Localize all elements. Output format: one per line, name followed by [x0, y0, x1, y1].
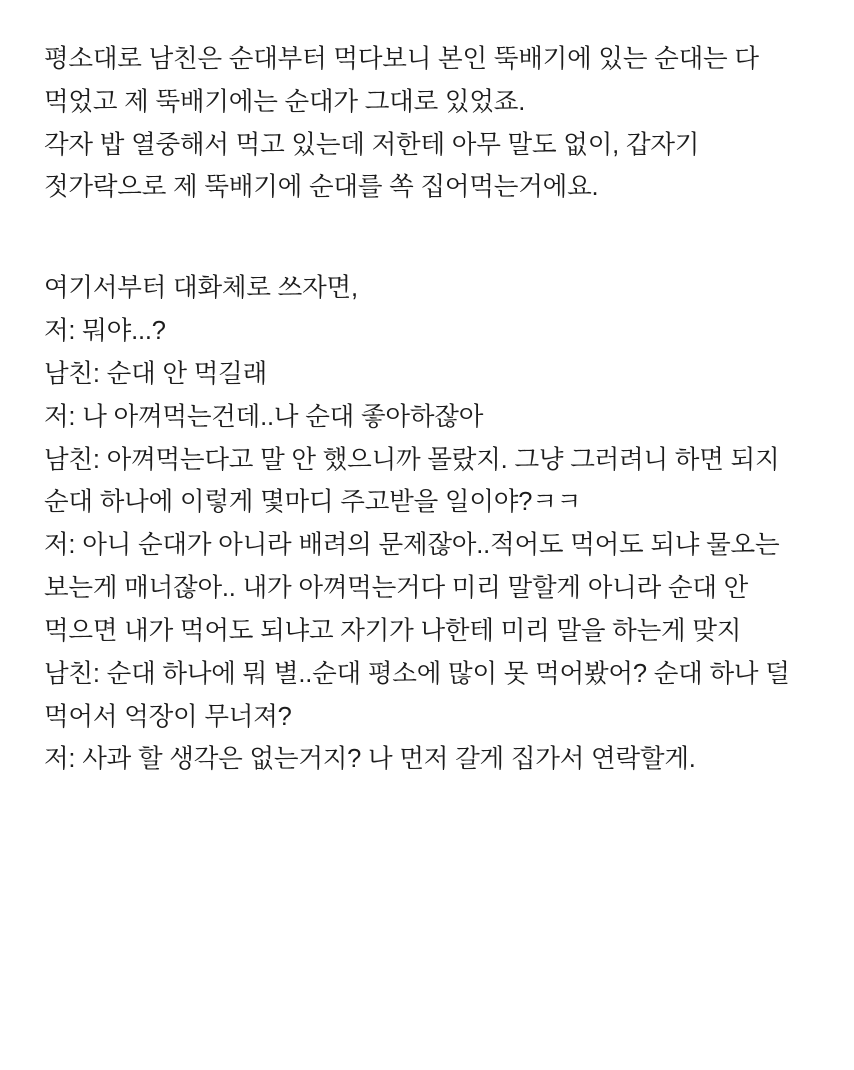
- dialogue-line-2: 남친: 순대 안 먹길래: [44, 359, 268, 388]
- dialogue-line-5: 저: 아니 순대가 아니라 배려의 문제잖아..적어도 먹어도 되냐 물오는 보는게 매너잖아.. 내가 아껴먹는거다 미리 말할게 아니라 순대 안 먹으면 내가 먹어도 되냐고 자기가 나한테 미리 말을 하는게 맞지: [44, 531, 787, 645]
- paragraph-spacer: [44, 209, 796, 267]
- dialogue-line-3: 저: 나 아껴먹는건데..나 순대 좋아하잖아: [44, 402, 484, 431]
- dialogue-line-6: 남친: 순대 하나에 뭐 별..순대 평소에 많이 못 먹어봤어? 순대 하나 덜 먹어서 억장이 무너져?: [44, 659, 797, 731]
- dialogue-line-1: 저: 뭐야...?: [44, 317, 166, 346]
- dialogue-line-7: 저: 사과 할 생각은 없는거지? 나 먼저 갈게 집가서 연락할게.: [44, 745, 696, 774]
- dialogue-line-4: 남친: 아껴먹는다고 말 안 했으니까 몰랐지. 그냥 그러려니 하면 되지 순대 하나에 이렇게 몇마디 주고받을 일이야?ㅋㅋ: [44, 445, 787, 517]
- dialogue-intro-line: 여기서부터 대화체로 쓰자면,: [44, 274, 358, 303]
- intro-paragraph-2: 각자 밥 열중해서 먹고 있는데 저한테 아무 말도 없이, 갑자기 젓가락으로 제 뚝배기에 순대를 쏙 집어먹는거에요.: [44, 130, 707, 202]
- intro-paragraph-1: 평소대로 남친은 순대부터 먹다보니 본인 뚝배기에 있는 순대는 다 먹었고 제 뚝배기에는 순대가 그대로 있었죠.: [44, 45, 766, 116]
